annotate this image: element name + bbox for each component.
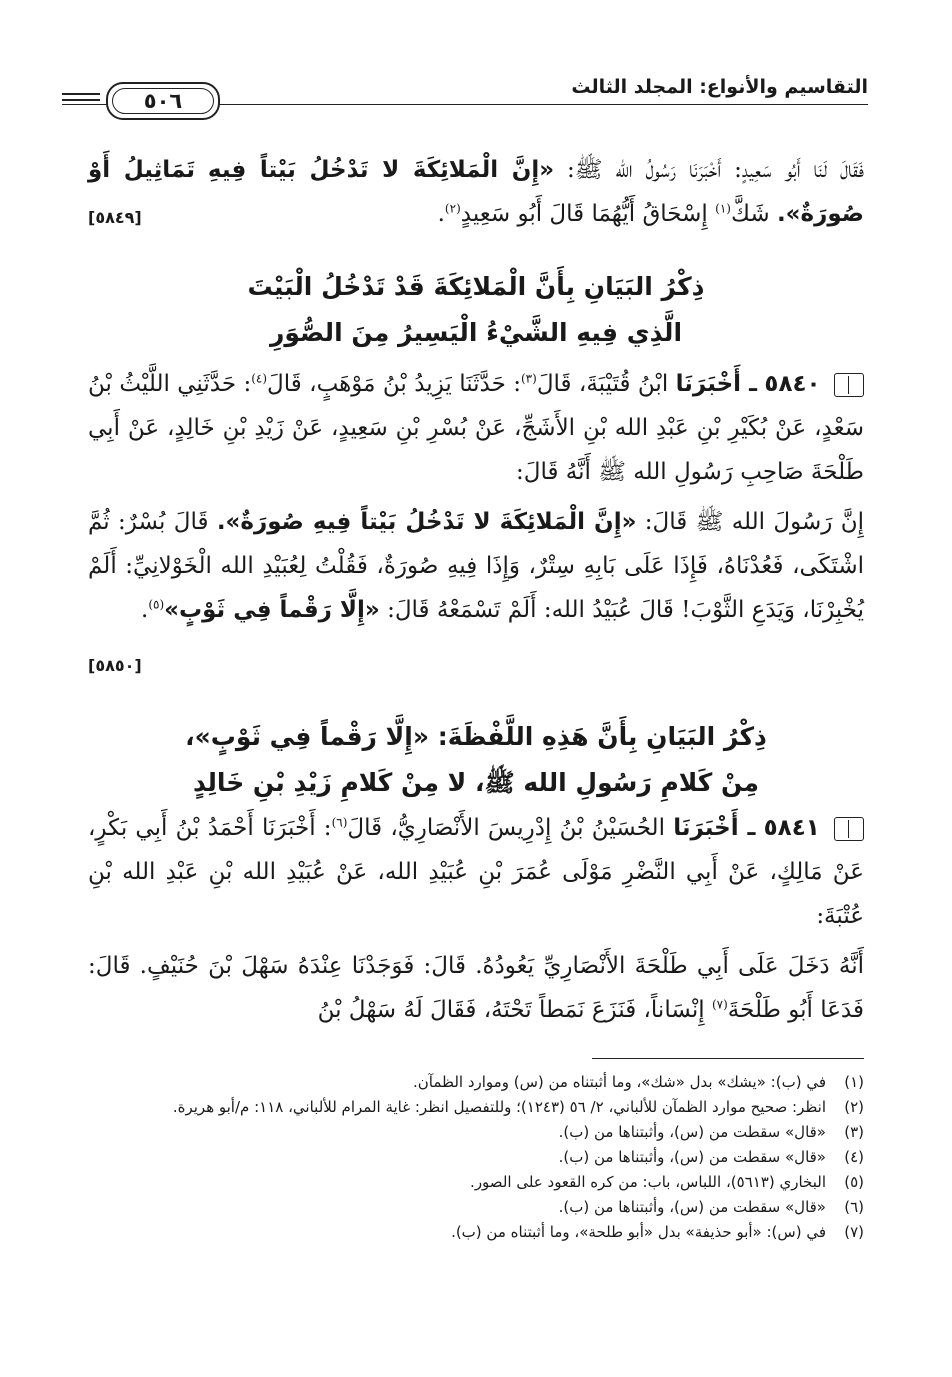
- p5-text-b: إِنْسَاناً، فَنَزَعَ نَمَطاً تَحْتَهُ، فَقَالَ لَهُ سَهْلُ بْنُ: [317, 997, 705, 1023]
- heading-1-line-1: ذِكْرُ البَيَانِ بِأَنَّ الْمَلائِكَةَ قَدْ تَدْخُلُ الْبَيْتَ: [247, 272, 705, 301]
- hadith-number-5840: ٥٨٤٠: [764, 371, 821, 397]
- heading-2-line-1: ذِكْرُ البَيَانِ بِأَنَّ هَذِهِ اللَّفْظَةَ: «إِلَّا رَقْماً فِي ثَوْبٍ»،: [185, 722, 767, 751]
- paragraph-4-isnad: [88, 806, 864, 938]
- book-icon: [834, 817, 864, 841]
- p3-text-b: قَالَ بُسْرٌ: ثُمَّ اشْتَكَى، فَعُدْنَاهُ، فَإِذَا عَلَى بَابِهِ سِتْرٌ، وَإِذَا فِيهِ صُورَةٌ، فَقُلْتُ لِعُبَيْدِ الله الْخَوْلانِيِّ: أَلَمْ يُخْبِرْنَا، وَيَدَعِ الثَّوْبَ! قَالَ عُبَيْدُ الله: أَلَمْ تَسْمَعْهُ قَالَ:: [88, 509, 864, 623]
- p3-text-a: إِنَّ رَسُولَ الله ﷺ قَالَ:: [644, 509, 864, 535]
- footnote-number: (٦): [844, 1198, 864, 1216]
- footnote-marker-1: (١): [715, 201, 731, 216]
- p1-rest-b: إِسْحَاقُ أَيُّهُمَا قَالَ أَبُو سَعِيدٍ: [460, 201, 708, 227]
- header-title: التقاسيم والأنواع: المجلد الثالث: [571, 76, 868, 98]
- paragraph-1: فَقَالَ لَنَا أَبُو سَعِيدٍ: أَخْبَرَنَا رَسُولُ الله ﷺ: «إِنَّ الْمَلائِكَةَ لا تَدْخُلُ بَيْتاً فِيهِ تَمَاثِيلُ أَوْ صُورَةٌ». شَكَّ$^{(١)}$ إِسْحَاقُ أَيُّهُمَا قَالَ أَبُو سَعِيدٍ$^{(٢)}$.: [88, 157, 865, 227]
- footnote-6: [88, 1195, 864, 1220]
- page-number-frame: [106, 82, 220, 120]
- p3-quote-1: «إِنَّ الْمَلائِكَةَ لا تَدْخُلُ بَيْتاً فِيهِ صُورَةٌ».: [216, 509, 637, 535]
- p1-text: فَقَالَ لَنَا أَبُو سَعِيدٍ: أَخْبَرَنَا رَسُولُ الله ﷺ:: [567, 157, 865, 183]
- akhbarana-label: ـ أَخْبَرَنَا: [675, 371, 758, 397]
- book-icon: [834, 373, 864, 397]
- footnotes: [88, 1070, 864, 1245]
- footnote-separator: [592, 1058, 864, 1059]
- footnote-4: [88, 1145, 864, 1170]
- footnote-marker-6: (٦): [331, 815, 348, 830]
- footnote-1: [88, 1070, 864, 1095]
- section-heading-1: [88, 264, 864, 356]
- footnote-marker-7: (٧): [711, 997, 728, 1012]
- footnote-text: «قال» سقطت من (س)، وأثبتناها من (ب).: [558, 1148, 826, 1166]
- footnote-number: (٢): [844, 1098, 864, 1116]
- footnote-text: في (س): «أبو حذيفة» بدل «أبو طلحة»، وما أثبتناه من (ب).: [451, 1223, 826, 1241]
- p4-text-b: : أَخْبَرَنَا أَحْمَدُ بْنُ أَبِي بَكْرٍ، عَنْ مَالِكٍ، عَنْ أَبِي النَّضْرِ مَوْلَى عُمَرَ بْنِ عُبَيْدِ الله، عَنْ عُبَيْدِ الله بْنِ عَبْدِ الله بْنِ عُتْبَةَ:: [88, 815, 864, 929]
- footnote-marker-5: (٥): [148, 597, 165, 612]
- footnote-text: «قال» سقطت من (س)، وأثبتناها من (ب).: [558, 1123, 826, 1141]
- p1-quote-part2: تَمَاثِيلُ أَوْ صُورَةٌ».: [88, 157, 864, 227]
- section-heading-2: [88, 714, 864, 806]
- p3-quote-2: «إِلَّا رَقْماً فِي ثَوْبٍ»: [164, 597, 380, 623]
- footnote-marker-2: (٢): [444, 201, 461, 216]
- header-ornament-bars: [62, 93, 100, 105]
- footnote-number: (٥): [844, 1173, 864, 1191]
- footnote-text: انظر: صحيح موارد الظمآن للألباني، ٢/ ٥٦ (١٢٤٣)؛ وللتفصيل انظر: غاية المرام للألباني، ١١٨: م/أبو هريرة.: [172, 1098, 826, 1116]
- p4-text-a: الحُسَيْنُ بْنُ إِدْرِيسَ الأَنْصَارِيُّ، قَالَ: [347, 815, 665, 841]
- heading-1-line-2: الَّذِي فِيهِ الشَّيْءُ الْيَسِيرُ مِنَ الصُّوَرِ: [269, 318, 683, 347]
- p2-text-a: ابْنُ قُتَيْبَةَ، قَالَ: [536, 371, 669, 397]
- paragraph-2-isnad: [88, 362, 864, 494]
- footnote-number: (١): [844, 1073, 864, 1091]
- page-number: ٥٠٦: [143, 89, 183, 113]
- footnote-2: [88, 1095, 864, 1120]
- footnote-text: البخاري (٥٦١٣)، اللباس، باب: من كره القعود على الصور.: [470, 1173, 826, 1191]
- p1-quote-part1: «إِنَّ الْمَلائِكَةَ لا تَدْخُلُ بَيْتاً فِيهِ: [207, 157, 555, 183]
- hadith-reference-5850: [٥٨٥٠]: [88, 656, 142, 675]
- footnote-marker-4: (٤): [251, 371, 268, 386]
- p1-rest-a: شَكَّ: [730, 201, 770, 227]
- hadith-number-5841: ٥٨٤١: [763, 815, 820, 841]
- footnote-7: [88, 1220, 864, 1245]
- p2-text-b: : حَدَّثَنَا يَزِيدُ بْنُ مَوْهَبٍ، قَالَ: [267, 371, 521, 397]
- footnote-number: (٣): [844, 1123, 864, 1141]
- heading-2-line-2: مِنْ كَلامِ رَسُولِ الله ﷺ، لا مِنْ كَلامِ زَيْدِ بْنِ خَالِدٍ: [193, 768, 759, 797]
- footnote-number: (٧): [844, 1223, 864, 1241]
- footnote-text: في (ب): «يشك» بدل «شك»، وما أثبتناه من (س) وموارد الظمآن.: [413, 1073, 826, 1091]
- footnote-number: (٤): [844, 1148, 864, 1166]
- running-header: [62, 70, 868, 116]
- akhbarana-label: ـ أَخْبَرَنَا: [673, 815, 756, 841]
- footnote-text: «قال» سقطت من (س)، وأثبتناها من (ب).: [558, 1198, 826, 1216]
- p2-text-c: : حَدَّثَنِي اللَّيْثُ بْنُ سَعْدٍ، عَنْ بُكَيْرِ بْنِ عَبْدِ الله بْنِ الأَشَجِّ، عَنْ بُسْرِ بْنِ سَعِيدٍ، عَنْ زَيْدِ بْنِ خَالِدٍ، عَنْ أَبِي طَلْحَةَ صَاحِبِ رَسُولِ الله ﷺ أَنَّهُ قَالَ:: [88, 371, 864, 485]
- p3-end: .: [141, 597, 149, 623]
- paragraph-5-matn: [88, 944, 864, 1032]
- paragraph-3-matn: [88, 500, 864, 632]
- p5-text-a: أَنَّهُ دَخَلَ عَلَى أَبِي طَلْحَةَ الأَنْصَارِيِّ يَعُودُهُ. قَالَ: فَوَجَدْنَا عِنْدَهُ سَهْلَ بْنَ حُنَيْفٍ. قَالَ: فَدَعَا أَبُو طَلْحَةَ: [88, 953, 864, 1023]
- footnote-5: [88, 1170, 864, 1195]
- footnote-3: [88, 1120, 864, 1145]
- footnote-marker-3: (٣): [520, 371, 537, 386]
- hadith-reference-5849: [٥٨٤٩]: [88, 208, 142, 227]
